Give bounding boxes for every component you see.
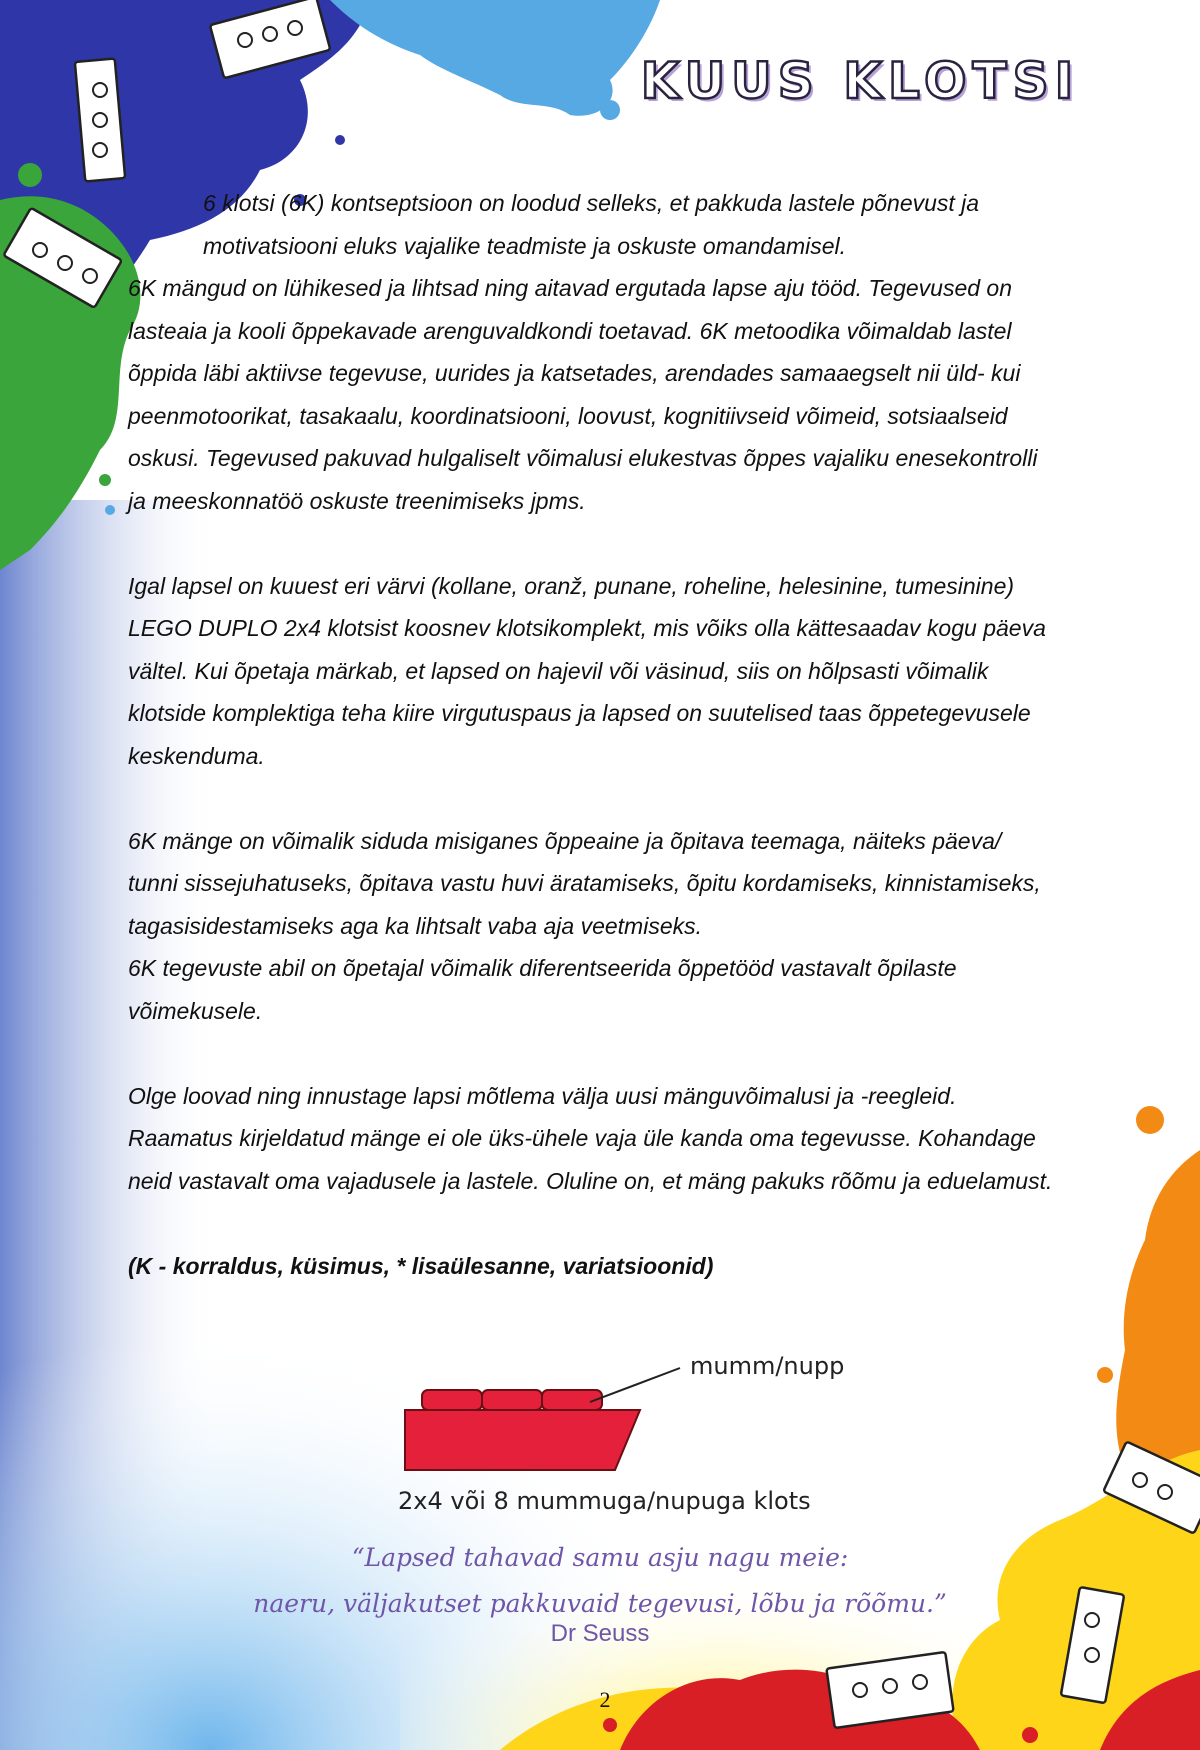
paragraph-line: 6K mänge on võimalik siduda misiganes õppeaine ja õpitava teemaga, näiteks päeva/	[128, 827, 1002, 854]
paragraph-line: Igal lapsel on kuuest eri värvi (kollane, oranž, punane, roheline, helesinine, tumesinine)	[128, 572, 1015, 599]
paragraph-line: oskusi. Tegevused pakuvad hulgaliselt võimalusi elukestvas õppes vajaliku enesekontrolli	[128, 445, 1038, 471]
legend-note: (K - korraldus, küsimus, * lisaülesanne, variatsioonid)	[128, 1252, 714, 1279]
page-number: 2	[599, 1687, 611, 1712]
paragraph-line: 6K tegevuste abil on õpetajal võimalik diferentseerida õppetööd vastavalt õpilaste	[128, 955, 957, 981]
quote-line-2: naeru, väljakutset pakkuvaid tegevusi, lõbu ja rõõmu.”	[253, 1589, 947, 1618]
paragraph-line: vältel. Kui õpetaja märkab, et lapsed on hajevil või väsinud, siis on hõlpsasti võimalik	[128, 657, 989, 684]
brick-caption: 2x4 või 8 mummuga/nupuga klots	[398, 1487, 811, 1515]
paragraph-line: LEGO DUPLO 2x4 klotsist koosnev klotsikomplekt, mis võiks olla kättesaadav kogu päeva	[128, 615, 1046, 641]
paragraph-line: tunni sissejuhatuseks, õpitava vastu huvi äratamiseks, õpitu kordamiseks, kinnistamiseks,	[128, 870, 1041, 896]
paragraph-line: ja meeskonnatöö oskuste treenimiseks jpms.	[128, 487, 586, 514]
paragraph-line: 6 klotsi (6K) kontseptsioon on loodud selleks, et pakkuda lastele põnevust ja	[203, 190, 980, 216]
body-text	[128, 182, 1158, 1287]
quote-author: Dr Seuss	[550, 1620, 650, 1647]
paragraph-line: Raamatus kirjeldatud mänge ei ole üks-ühele vaja üle kanda oma tegevusse. Kohandage	[128, 1125, 1036, 1151]
paragraph-line: 6K mängud on lühikesed ja lihtsad ning aitavad ergutada lapse aju tööd. Tegevused on	[128, 275, 1013, 301]
paragraph-line: neid vastavalt oma vajadusele ja lastele. Oluline on, et mäng pakuks rõõmu ja eduelamust.	[128, 1167, 1053, 1194]
paragraph-line: õppida läbi aktiivse tegevuse, uurides ja katsetades, arendades samaaegselt nii üld- kui	[128, 360, 1021, 386]
paragraph-line: Olge loovad ning innustage lapsi mõtlema välja uusi mänguvõimalusi ja -reegleid.	[128, 1082, 957, 1109]
paragraph-line: lasteaia ja kooli õppekavade arenguvaldkondi toetavad. 6K metoodika võimaldab lastel	[128, 317, 1012, 344]
paragraph-line: klotside komplektiga teha kiire virgutuspaus ja lapsed on suutelised taas õppetegevusele	[128, 700, 1031, 726]
paragraph-line: tagasisidestamiseks aga ka lihtsalt vaba aja veetmiseks.	[128, 912, 703, 939]
paragraph-line: võimekusele.	[128, 997, 263, 1024]
stud-label: mumm/nupp	[690, 1352, 845, 1380]
paragraph-line: keskenduma.	[128, 742, 265, 769]
paragraph-line: motivatsiooni eluks vajalike teadmiste ja oskuste omandamisel.	[203, 232, 847, 259]
paragraph-line: peenmotoorikat, tasakaalu, koordinatsiooni, loovust, kognitiivseid võimeid, sotsiaalseid	[128, 402, 1008, 429]
quote-line-1: “Lapsed tahavad samu asju nagu meie:	[351, 1543, 849, 1572]
page-title: KUUS KLOTSI	[640, 52, 1080, 110]
